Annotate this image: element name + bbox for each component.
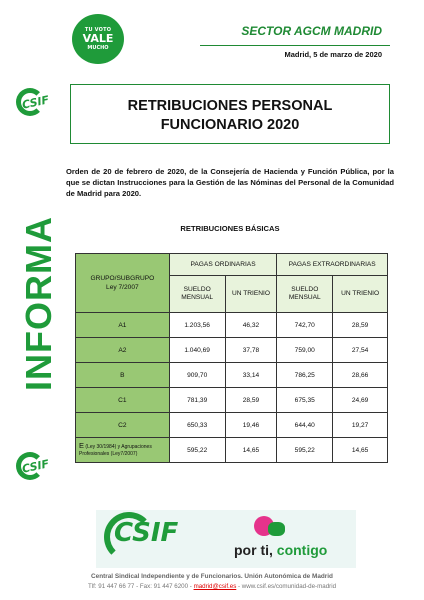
section-heading: RETRIBUCIONES BÁSICAS [180,224,280,233]
table-row [76,438,388,463]
sueldo-ext-header [277,276,333,313]
tu-voto-vale-mucho-badge [72,14,124,64]
document-date: Madrid, 5 de marzo de 2020 [284,50,382,59]
slogan [234,542,327,558]
table-row [76,313,388,338]
trienio-ord-cell: 19,46 [225,413,277,438]
grupo-cell: B [76,363,170,388]
trienio-ord-cell: 37,78 [225,338,277,363]
pagas-extraordinarias-header: PAGAS EXTRAORDINARIAS [277,254,388,276]
title-line2: FUNCIONARIO 2020 [160,117,300,133]
contact-phone-fax: Tlf: 91 447 66 77 - Fax: 91 447 6200 - [87,583,192,590]
table-row [76,363,388,388]
organization-line: Central Sindical Independiente y de Funcionarios. Unión Autonómica de Madrid [91,573,333,580]
csif-logo-text: CSIF [20,93,51,112]
sueldo-label: SUELDO [183,285,211,293]
speech-bubble-icon [268,522,285,536]
sueldo-ext-cell: 644,40 [277,413,333,438]
sueldo-ord-header [169,276,225,313]
sueldo-ord-cell: 650,33 [169,413,225,438]
table-row [76,388,388,413]
csif-logo-text: CSIF [20,457,51,476]
informa-vertical-title: INFORMA [18,216,59,391]
trienio-ext-cell: 19,27 [333,413,388,438]
slogan-part2: contigo [276,542,328,558]
trienio-ext-cell: 28,59 [333,313,388,338]
footer-banner [96,510,356,568]
mensual-label: MENSUAL [181,294,214,301]
group-header-line2: Ley 7/2007 [106,284,139,291]
grupo-e-detail: (Ley 30/1984) y Agrupaciones Profesionales (Ley7/2007) [79,444,152,457]
pagas-ordinarias-header: PAGAS ORDINARIAS [169,254,277,276]
sueldo-ord-cell: 1.040,69 [169,338,225,363]
trienio-ext-header: UN TRIENIO [333,276,388,313]
grupo-cell: C2 [76,413,170,438]
trienio-ord-header: UN TRIENIO [225,276,277,313]
badge-line1: TU VOTO [84,27,112,33]
badge-line3: MUCHO [87,45,109,51]
badge-line2: VALE [82,32,114,45]
table-row [76,413,388,438]
intro-paragraph: Orden de 20 de febrero de 2020, de la Consejería de Hacienda y Función Pública, por la que se dictan Instrucciones para la Gestión de las Nóminas del Personal de la Comunidad de Madrid para 2020. [66,167,394,198]
trienio-ext-cell: 14,65 [333,438,388,463]
slogan-part1: por ti, [234,542,273,558]
sueldo-ext-cell: 759,00 [277,338,333,363]
group-header-cell [76,254,170,313]
grupo-cell: C1 [76,388,170,413]
sueldo-ord-cell: 781,39 [169,388,225,413]
sueldo-label: SUELDO [291,285,319,293]
grupo-cell: A2 [76,338,170,363]
sueldo-ord-cell: 909,70 [169,363,225,388]
email-link[interactable]: madrid@csif.es [193,583,237,590]
grupo-e-cell [76,438,170,463]
trienio-ord-cell: 28,59 [225,388,277,413]
title-line1: RETRIBUCIONES PERSONAL [127,98,333,114]
sector-title: SECTOR AGCM MADRID [241,24,382,38]
trienio-ext-cell: 27,54 [333,338,388,363]
csif-logo-icon [16,452,50,486]
sueldo-ext-cell: 595,22 [277,438,333,463]
trienio-ord-cell: 46,32 [225,313,277,338]
trienio-ext-cell: 28,66 [333,363,388,388]
trienio-ord-cell: 33,14 [225,363,277,388]
sueldo-ext-cell: 786,25 [277,363,333,388]
table-row [76,338,388,363]
header-divider [200,45,390,46]
trienio-ord-cell: 14,65 [225,438,277,463]
group-header-line1: GRUPO/SUBGRUPO [90,275,155,282]
contact-website: - www.csif.es/comunidad-de-madrid [238,583,337,590]
retribuciones-table [75,253,388,463]
trienio-ext-cell: 24,69 [333,388,388,413]
csif-logo-icon [16,88,50,122]
grupo-cell: A1 [76,313,170,338]
contact-line [40,583,384,590]
grupo-e-letter: E [79,441,85,450]
document-title-box [70,84,390,144]
sueldo-ext-cell: 675,35 [277,388,333,413]
sueldo-ext-cell: 742,70 [277,313,333,338]
footer-csif-logo: CSIF [114,518,179,548]
mensual-label: MENSUAL [288,294,321,301]
sueldo-ord-cell: 595,22 [169,438,225,463]
sueldo-ord-cell: 1.203,56 [169,313,225,338]
